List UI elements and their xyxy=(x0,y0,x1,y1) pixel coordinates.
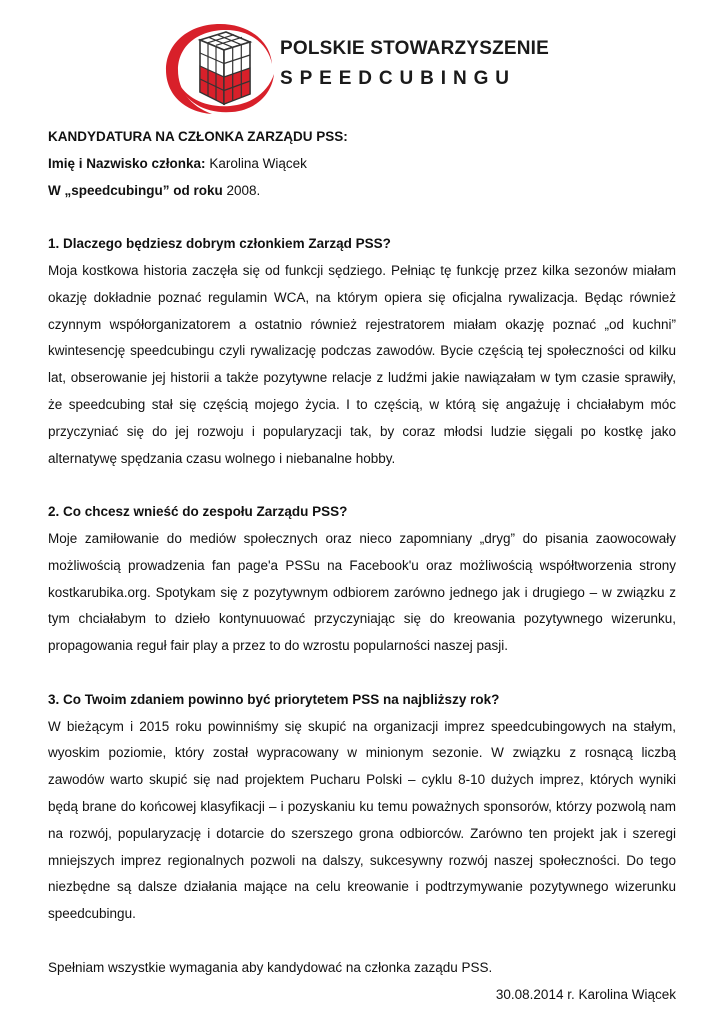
question-3: 3. Co Twoim zdaniem powinno być priorytetem PSS na najbliższy rok? xyxy=(48,691,500,707)
member-name-row xyxy=(48,151,676,178)
cube-logo-icon xyxy=(160,20,280,116)
document-body xyxy=(48,124,676,1008)
eligibility-statement: Spełniam wszystkie wymagania aby kandydować na członka zaządu PSS. xyxy=(48,959,493,975)
org-name-line2: SPEEDCUBINGU xyxy=(280,68,516,89)
answer-2: Moje zamiłowanie do mediów społecznych oraz nieco zapomniany „dryg” do pisania zaowocowały możliwością prowadzenia fan page'a PSSu na Facebook'u oraz możliwością współtworzenia strony kostkarubika.org. Spotykam się z pozytywnym odbiorem zarówno jednego jak i drugiego – w związku z tym chciałabym to dzieło kontynuuować przyczyniając się do kreowania pozytywnego wizerunku, propagowania reguł fair play a przez to do wzrostu popularności naszej pasji. xyxy=(48,530,676,654)
member-name-value: Karolina Wiącek xyxy=(205,155,307,171)
member-name-label: Imię i Nazwisko członka: xyxy=(48,155,206,171)
answer-3: W bieżącym i 2015 roku powinniśmy się skupić na organizacji imprez speedcubingowych na stałym, wyoskim poziomie, który został wypracowany w minionym sezonie. W związku z rosnącą liczbą zawodów warto skupić się nad projektem Pucharu Polski – cyklu 8-10 dużych imprez, których wyniki będą brane do końcowej klasyfikacji – i pozyskaniu ku temu poważnych sponsorów, którzy pozwolą nam na rozwój, popularyzację i dotarcie do szerszego grona odbiorców. Zarówno ten projekt jak i szeregi mniejszych imprez regionalnych pozwoli na dalszy, sukcesywny rozwój naszej społeczności. Do tego niezbędne są dalsze działania mające na celu kreowanie i podtrzymywanie pozytywnego wizerunku speedcubingu. xyxy=(48,718,676,922)
question-1: 1. Dlaczego będziesz dobrym członkiem Zarząd PSS? xyxy=(48,236,391,252)
question-2: 2. Co chcesz wnieść do zespołu Zarządu PSS? xyxy=(48,504,348,520)
org-name-line1: POLSKIE STOWARZYSZENIE xyxy=(280,38,550,59)
since-year-label: W „speedcubingu” od roku xyxy=(48,182,223,198)
answer-1: Moja kostkowa historia zaczęła się od funkcji sędziego. Pełniąc tę funkcję przez kilka sezonów miałam okazję dokładnie poznać regulamin WCA, na którym opiera się oficjalna rywalizacja. Będąc również czynnym współorganizatorem a ostatnio również rejestratorem miałam okazję poznać „od kuchni” kwintesencję speedcubingu czyli rywalizację podczas zawodów. Bycie częścią tej społeczności od kilku lat, obserowanie jej historii a także pozytywne relacje z ludźmi jakie nawiązałam w tym czasie sprawiły, że speedcubing stał się częścią mojego życia. I to częścią, w którą się angażuję i chciałabym móc przyczyniać się do jej rozwoju i popularyzacji tak, by coraz młodsi ludzie sięgali po kostkę jako alternatywę spędzania czasu wolnego i niebanalne hobby. xyxy=(48,262,676,466)
document-title: KANDYDATURA NA CZŁONKA ZARZĄDU PSS: xyxy=(48,129,348,144)
pss-logo xyxy=(160,20,550,116)
since-year-value: 2008. xyxy=(222,182,261,198)
signature: 30.08.2014 r. Karolina Wiącek xyxy=(495,986,676,1002)
since-year-row xyxy=(48,178,676,205)
